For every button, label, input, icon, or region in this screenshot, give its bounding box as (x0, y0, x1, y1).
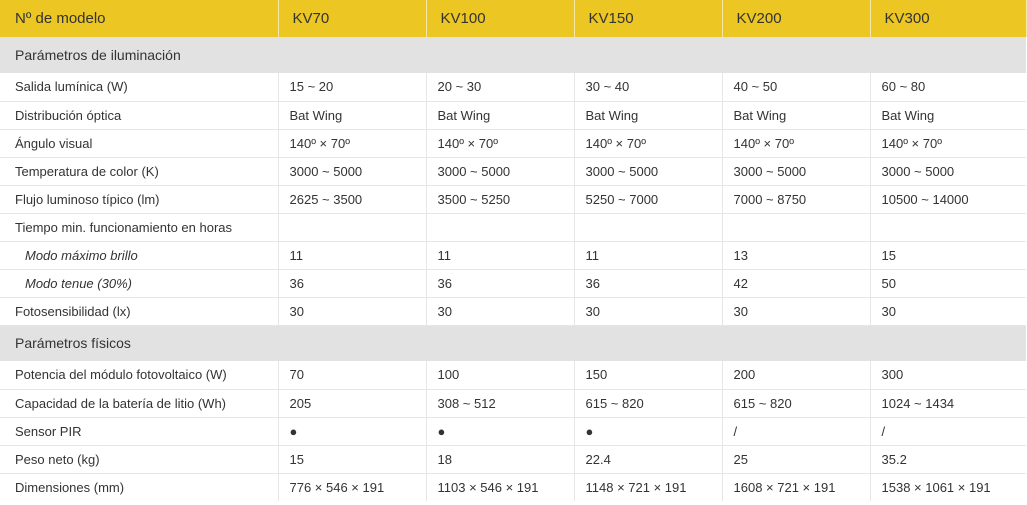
table-cell: 100 (426, 361, 574, 389)
table-cell: 11 (278, 241, 426, 269)
table-cell: / (870, 417, 1026, 445)
table-cell: 36 (574, 269, 722, 297)
table-row (0, 297, 1026, 325)
table-row (0, 185, 1026, 213)
table-cell: Bat Wing (722, 101, 870, 129)
table-cell: 615 ~ 820 (722, 389, 870, 417)
table-row (0, 129, 1026, 157)
table-cell: 30 (870, 297, 1026, 325)
table-cell: 10500 ~ 14000 (870, 185, 1026, 213)
table-cell: 1608 × 721 × 191 (722, 473, 870, 501)
row-label: Ángulo visual (0, 129, 278, 157)
table-cell: 7000 ~ 8750 (722, 185, 870, 213)
table-cell: 1024 ~ 1434 (870, 389, 1026, 417)
table-cell: 13 (722, 241, 870, 269)
table-cell: 60 ~ 80 (870, 73, 1026, 101)
row-label: Modo máximo brillo (0, 241, 278, 269)
section-header-lighting (0, 37, 1026, 73)
table-cell (722, 213, 870, 241)
section-title: Parámetros de iluminación (0, 37, 1026, 73)
table-cell: ● (426, 417, 574, 445)
table-cell: 200 (722, 361, 870, 389)
table-row (0, 213, 1026, 241)
header-row (0, 0, 1026, 37)
row-label: Temperatura de color (K) (0, 157, 278, 185)
table-cell: 40 ~ 50 (722, 73, 870, 101)
table-cell: 11 (426, 241, 574, 269)
table-cell: 30 ~ 40 (574, 73, 722, 101)
table-cell: 36 (278, 269, 426, 297)
section-header-physical (0, 325, 1026, 361)
table-cell: Bat Wing (278, 101, 426, 129)
row-label: Peso neto (kg) (0, 445, 278, 473)
header-cell-kv100: KV100 (426, 0, 574, 37)
row-label: Modo tenue (30%) (0, 269, 278, 297)
table-cell (870, 213, 1026, 241)
row-label: Fotosensibilidad (lx) (0, 297, 278, 325)
table-row (0, 241, 1026, 269)
row-label: Capacidad de la batería de litio (Wh) (0, 389, 278, 417)
table-cell: 3000 ~ 5000 (574, 157, 722, 185)
table-cell: 15 ~ 20 (278, 73, 426, 101)
row-label: Tiempo min. funcionamiento en horas (0, 213, 278, 241)
table-row (0, 445, 1026, 473)
table-cell: 3000 ~ 5000 (278, 157, 426, 185)
table-cell: 150 (574, 361, 722, 389)
table-cell: 15 (870, 241, 1026, 269)
table-row (0, 101, 1026, 129)
table-cell: 30 (574, 297, 722, 325)
row-label: Sensor PIR (0, 417, 278, 445)
header-cell-kv300: KV300 (870, 0, 1026, 37)
table-cell: 1538 × 1061 × 191 (881, 479, 991, 495)
table-cell: 20 ~ 30 (426, 73, 574, 101)
table-cell (574, 213, 722, 241)
table-row (0, 73, 1026, 101)
table-row (0, 389, 1026, 417)
row-label: Flujo luminoso típico (lm) (0, 185, 278, 213)
table-cell: 30 (426, 297, 574, 325)
table-cell: 1148 × 721 × 191 (574, 473, 722, 501)
table-cell: 140º × 70º (870, 129, 1026, 157)
table-row (0, 269, 1026, 297)
table-cell: 18 (426, 445, 574, 473)
section-title: Parámetros físicos (0, 325, 1026, 361)
table-cell: 11 (574, 241, 722, 269)
header-cell-model-label: Nº de modelo (0, 0, 278, 37)
table-cell: 140º × 70º (574, 129, 722, 157)
table-cell: 308 ~ 512 (426, 389, 574, 417)
table-cell: 42 (722, 269, 870, 297)
table-cell: 140º × 70º (278, 129, 426, 157)
table-cell: 50 (870, 269, 1026, 297)
row-label: Potencia del módulo fotovoltaico (W) (0, 361, 278, 389)
row-label: Distribución óptica (0, 101, 278, 129)
table-cell: 2625 ~ 3500 (278, 185, 426, 213)
table-cell: Bat Wing (426, 101, 574, 129)
table-cell: 140º × 70º (722, 129, 870, 157)
table-row (0, 157, 1026, 185)
table-cell: 35.2 (870, 445, 1026, 473)
table-cell: Bat Wing (574, 101, 722, 129)
table-cell: 30 (722, 297, 870, 325)
table-cell: 776 × 546 × 191 (278, 473, 426, 501)
table-cell: 3500 ~ 5250 (426, 185, 574, 213)
table-cell: 615 ~ 820 (574, 389, 722, 417)
row-label: Salida lumínica (W) (0, 73, 278, 101)
table-cell: 15 (278, 445, 426, 473)
row-label: Dimensiones (mm) (0, 473, 278, 501)
table-cell: ● (574, 417, 722, 445)
table-cell: 30 (278, 297, 426, 325)
table-cell: 140º × 70º (426, 129, 574, 157)
table-cell: 36 (426, 269, 574, 297)
table-cell: ● (278, 417, 426, 445)
table-cell: 3000 ~ 5000 (426, 157, 574, 185)
table-cell: Bat Wing (870, 101, 1026, 129)
table-row (0, 417, 1026, 445)
header-cell-kv200: KV200 (722, 0, 870, 37)
table-cell: 3000 ~ 5000 (870, 157, 1026, 185)
table-cell: 1103 × 546 × 191 (426, 473, 574, 501)
table-cell (426, 213, 574, 241)
header-cell-kv150: KV150 (574, 0, 722, 37)
table-cell: 3000 ~ 5000 (722, 157, 870, 185)
table-cell: 22.4 (574, 445, 722, 473)
header-cell-kv70: KV70 (278, 0, 426, 37)
table-cell: 5250 ~ 7000 (574, 185, 722, 213)
table-cell: 300 (870, 361, 1026, 389)
table-cell (278, 213, 426, 241)
table-row (0, 473, 1026, 501)
table-cell: / (722, 417, 870, 445)
table-cell: 70 (278, 361, 426, 389)
table-row (0, 361, 1026, 389)
table-cell: 205 (278, 389, 426, 417)
table-cell: 25 (722, 445, 870, 473)
